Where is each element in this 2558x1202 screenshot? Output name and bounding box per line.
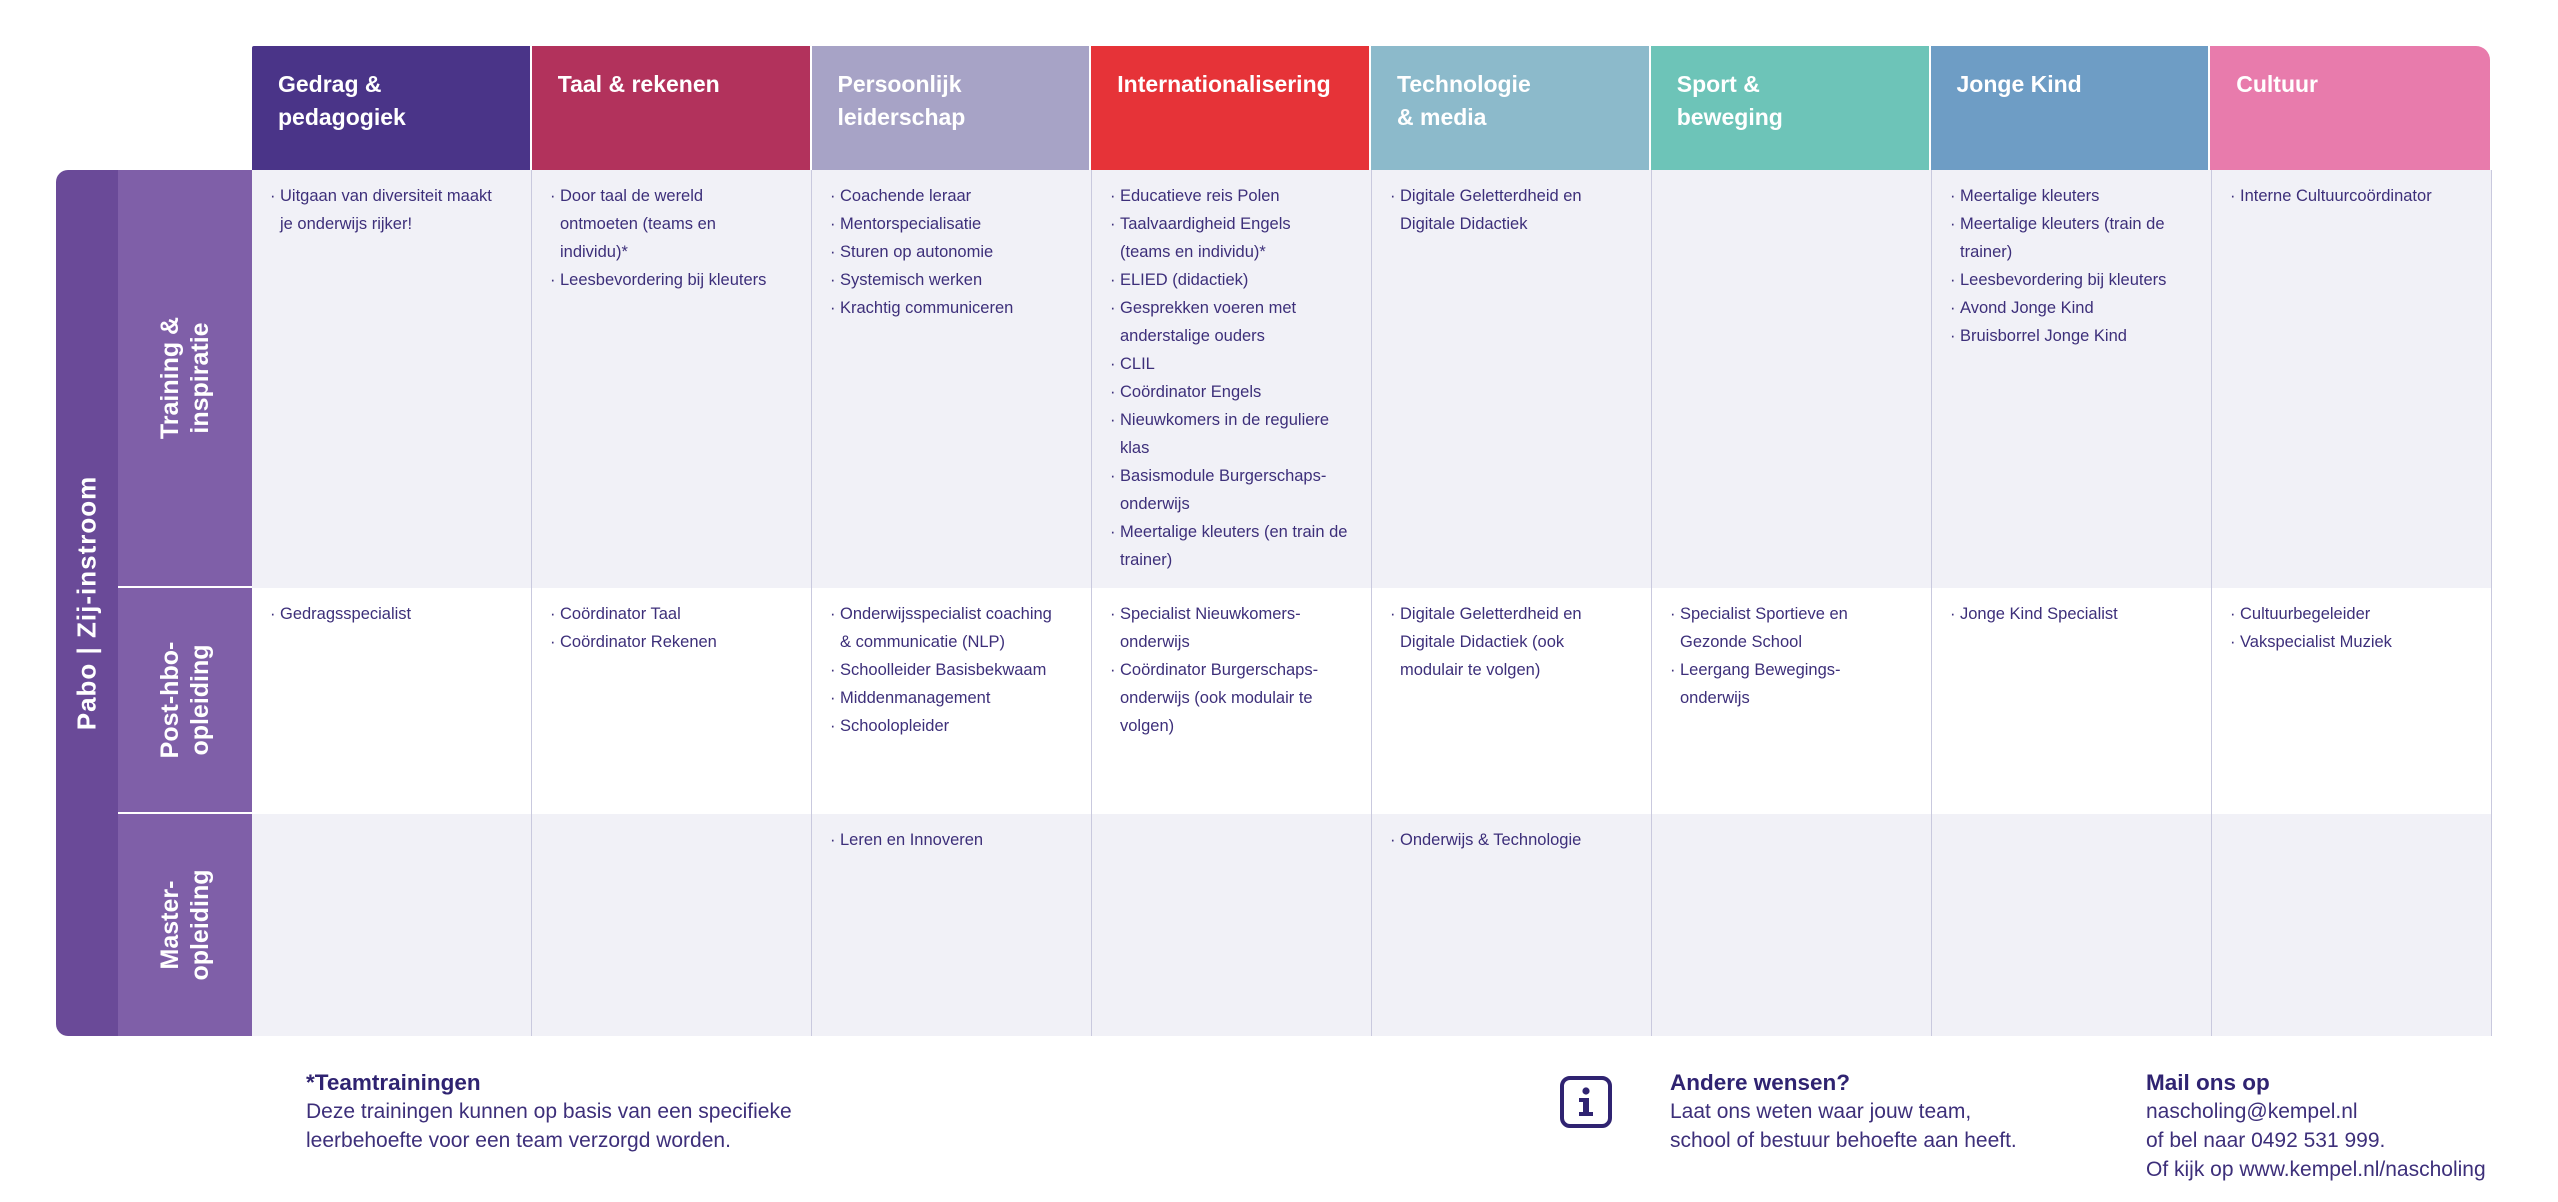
column-header-line: Jonge Kind <box>1956 71 2082 97</box>
course-item-line: · Mentorspecialisatie <box>840 215 982 233</box>
column-header <box>1371 46 1651 170</box>
grid-cell <box>532 588 812 814</box>
course-item <box>1110 182 1357 210</box>
course-item <box>2230 182 2477 210</box>
row-label-text: Post-hbo- opleiding <box>156 641 214 759</box>
course-item <box>1670 600 1917 656</box>
grid-cell <box>2212 170 2492 588</box>
course-item-line: trainer) <box>1960 243 2013 261</box>
course-item-line: Digitale Didactiek (ook <box>1400 633 1565 651</box>
column-header-line: Taal & rekenen <box>557 71 720 97</box>
course-item-line: · Middenmanagement <box>840 689 991 707</box>
course-item-line: ontmoeten (teams en <box>560 215 716 233</box>
course-grid <box>252 170 2492 1036</box>
column-header-line: Persoonlijk <box>837 71 962 97</box>
column-header-line: & media <box>1397 104 1487 130</box>
grid-cell <box>1092 588 1372 814</box>
grid-row <box>252 588 2492 814</box>
course-item <box>1110 210 1357 266</box>
course-item-line: · Door taal de wereld <box>560 187 704 205</box>
course-item <box>830 266 1077 294</box>
column-header-line: Internationalisering <box>1117 71 1331 97</box>
grid-row <box>252 814 2492 1036</box>
course-item-line: anderstalige ouders <box>1120 327 1265 345</box>
grid-cell <box>1652 588 1932 814</box>
course-item <box>1110 294 1357 350</box>
column-header-line: Sport & <box>1676 71 1760 97</box>
course-item <box>830 656 1077 684</box>
course-item-line: · Leesbevordering bij kleuters <box>560 271 767 289</box>
team-note-title: *Teamtrainingen <box>306 1070 481 1095</box>
course-item-line: · Avond Jonge Kind <box>1960 299 2094 317</box>
row-label-master <box>118 814 252 1036</box>
column-header <box>812 46 1092 170</box>
course-item <box>1390 826 1637 854</box>
course-item <box>1110 350 1357 378</box>
grid-cell <box>1652 814 1932 1036</box>
grid-cell <box>812 170 1092 588</box>
course-item <box>1110 656 1357 740</box>
course-item <box>550 600 797 628</box>
course-item-line: · Coachende leraar <box>840 187 972 205</box>
course-item <box>830 684 1077 712</box>
course-item-line: je onderwijs rijker! <box>280 215 413 233</box>
course-item <box>1950 182 2197 210</box>
grid-cell <box>532 170 812 588</box>
course-item-line: · Basismodule Burgerschaps- <box>1120 467 1327 485</box>
course-item-line: · CLIL <box>1120 355 1155 373</box>
course-item <box>830 238 1077 266</box>
course-item <box>550 266 797 294</box>
course-item-line: · Coördinator Taal <box>560 605 681 623</box>
column-header <box>1651 46 1931 170</box>
program-label: Pabo | Zij-instroom <box>71 475 102 731</box>
course-item-line: modulair te volgen) <box>1400 661 1541 679</box>
column-header <box>1091 46 1371 170</box>
course-item-line: · Leergang Bewegings- <box>1680 661 1841 679</box>
course-item-line: · Onderwijsspecialist coaching <box>840 605 1052 623</box>
course-item-line: · Vakspecialist Muziek <box>2240 633 2392 651</box>
course-item-line: · Gedragsspecialist <box>280 605 412 623</box>
course-item-line: onderwijs <box>1120 495 1190 513</box>
course-item <box>270 600 517 628</box>
course-item <box>830 712 1077 740</box>
grid-cell <box>1092 170 1372 588</box>
course-item-line: · Digitale Geletterdheid en <box>1400 187 1582 205</box>
course-item-line: klas <box>1120 439 1150 457</box>
grid-cell <box>2212 588 2492 814</box>
course-item-line: trainer) <box>1120 551 1173 569</box>
course-item-line: · Coördinator Engels <box>1120 383 1262 401</box>
course-item-line: · Meertalige kleuters (train de <box>1960 215 2165 233</box>
course-item-line: · Specialist Nieuwkomers- <box>1120 605 1301 623</box>
course-item-line: · Bruisborrel Jonge Kind <box>1960 327 2127 345</box>
course-item <box>1110 406 1357 462</box>
course-item <box>830 210 1077 238</box>
course-item-line: · Interne Cultuurcoördinator <box>2240 187 2432 205</box>
grid-cell <box>812 588 1092 814</box>
wishes-title: Andere wensen? <box>1670 1070 1851 1095</box>
course-item <box>1110 266 1357 294</box>
grid-cell <box>1932 814 2212 1036</box>
course-item-line: · Taalvaardigheid Engels <box>1120 215 1291 233</box>
grid-cell <box>252 814 532 1036</box>
course-item-line: onderwijs <box>1680 689 1750 707</box>
course-item-line: · Educatieve reis Polen <box>1120 187 1280 205</box>
course-item <box>1950 266 2197 294</box>
course-item <box>830 826 1077 854</box>
grid-cell <box>1932 170 2212 588</box>
course-item-line: onderwijs <box>1120 633 1190 651</box>
course-item <box>1950 600 2197 628</box>
course-item-line: · Coördinator Rekenen <box>560 633 717 651</box>
row-label-text: Master- opleiding <box>156 869 214 981</box>
course-item-line: individu)* <box>560 243 628 261</box>
course-item <box>1670 656 1917 712</box>
course-item <box>1950 210 2197 266</box>
course-item-line: · Sturen op autonomie <box>840 243 994 261</box>
course-item <box>1390 600 1637 684</box>
course-item-line: · Systemisch werken <box>840 271 983 289</box>
course-item-line: · Nieuwkomers in de reguliere <box>1120 411 1330 429</box>
column-header <box>2210 46 2490 170</box>
column-header-line: Gedrag & <box>278 71 382 97</box>
column-header <box>1931 46 2211 170</box>
course-item <box>1110 600 1357 656</box>
row-label-post-hbo <box>118 588 252 814</box>
course-item-line: onderwijs (ook modulair te <box>1120 689 1313 707</box>
column-header-line: Technologie <box>1397 71 1531 97</box>
contact-phone[interactable]: of bel naar 0492 531 999. <box>2146 1129 2386 1152</box>
course-item <box>1110 378 1357 406</box>
course-item <box>1110 518 1357 574</box>
course-item-line: & communicatie (NLP) <box>840 633 1006 651</box>
course-item-line: · ELIED (didactiek) <box>1120 271 1249 289</box>
course-item-line: · Jonge Kind Specialist <box>1960 605 2118 623</box>
grid-cell <box>2212 814 2492 1036</box>
course-item <box>1390 182 1637 238</box>
team-note-line: Deze trainingen kunnen op basis van een specifieke <box>306 1100 792 1123</box>
contact-note <box>2146 1068 2486 1184</box>
grid-cell <box>1092 814 1372 1036</box>
column-header-line: beweging <box>1676 104 1783 130</box>
program-band <box>56 170 118 1036</box>
grid-cell <box>1932 588 2212 814</box>
course-item-line: Gezonde School <box>1680 633 1803 651</box>
grid-cell <box>1652 170 1932 588</box>
grid-cell <box>1372 588 1652 814</box>
grid-row <box>252 170 2492 588</box>
course-item <box>550 628 797 656</box>
column-header-line: Cultuur <box>2236 71 2319 97</box>
course-item-line: · Specialist Sportieve en <box>1680 605 1848 623</box>
course-item-line: Digitale Didactiek <box>1400 215 1528 233</box>
course-item <box>1950 294 2197 322</box>
wishes-line: Laat ons weten waar jouw team, <box>1670 1100 1972 1123</box>
course-item <box>830 182 1077 210</box>
row-label-text: Training & inspiratie <box>156 316 214 440</box>
grid-cell <box>252 170 532 588</box>
grid-cell <box>252 588 532 814</box>
column-header <box>532 46 812 170</box>
wishes-line: school of bestuur behoefte aan heeft. <box>1670 1129 2017 1152</box>
course-item <box>550 182 797 266</box>
course-item <box>1110 462 1357 518</box>
wishes-note <box>1670 1068 2017 1155</box>
course-item-line: · Schoolleider Basisbekwaam <box>840 661 1047 679</box>
course-item <box>830 294 1077 322</box>
team-note-line: leerbehoefte voor een team verzorgd worden. <box>306 1129 731 1152</box>
grid-cell <box>1372 170 1652 588</box>
course-item-line: · Onderwijs & Technologie <box>1400 831 1582 849</box>
course-item-line: (teams en individu)* <box>1120 243 1266 261</box>
course-item-line: · Leesbevordering bij kleuters <box>1960 271 2167 289</box>
column-header-line: leiderschap <box>837 104 966 130</box>
contact-title: Mail ons op <box>2146 1070 2270 1095</box>
course-item-line: · Schoolopleider <box>840 717 950 735</box>
contact-email[interactable]: nascholing@kempel.nl <box>2146 1100 2358 1123</box>
course-item-line: · Meertalige kleuters (en train de <box>1120 523 1348 541</box>
course-item-line: · Cultuurbegeleider <box>2240 605 2371 623</box>
course-item-line: · Krachtig communiceren <box>840 299 1014 317</box>
course-item <box>2230 600 2477 628</box>
course-item-line: · Digitale Geletterdheid en <box>1400 605 1582 623</box>
team-note <box>306 1068 792 1155</box>
course-item <box>2230 628 2477 656</box>
course-item <box>1950 322 2197 350</box>
grid-cell <box>812 814 1092 1036</box>
course-item-line: · Gesprekken voeren met <box>1120 299 1297 317</box>
column-headers <box>252 46 2490 170</box>
course-item-line: volgen) <box>1120 717 1175 735</box>
course-item <box>830 600 1077 656</box>
column-header-line: pedagogiek <box>278 104 406 130</box>
course-item-line: · Leren en Innoveren <box>840 831 984 849</box>
course-item <box>270 182 517 238</box>
contact-website[interactable]: Of kijk op www.kempel.nl/nascholing <box>2146 1158 2486 1181</box>
course-item-line: · Meertalige kleuters <box>1960 187 2100 205</box>
course-item-line: · Uitgaan van diversiteit maakt <box>280 187 492 205</box>
grid-cell <box>532 814 812 1036</box>
column-header <box>252 46 532 170</box>
info-icon <box>1560 1076 1612 1128</box>
row-label-training <box>118 170 252 588</box>
course-item-line: · Coördinator Burgerschaps- <box>1120 661 1319 679</box>
grid-cell <box>1372 814 1652 1036</box>
